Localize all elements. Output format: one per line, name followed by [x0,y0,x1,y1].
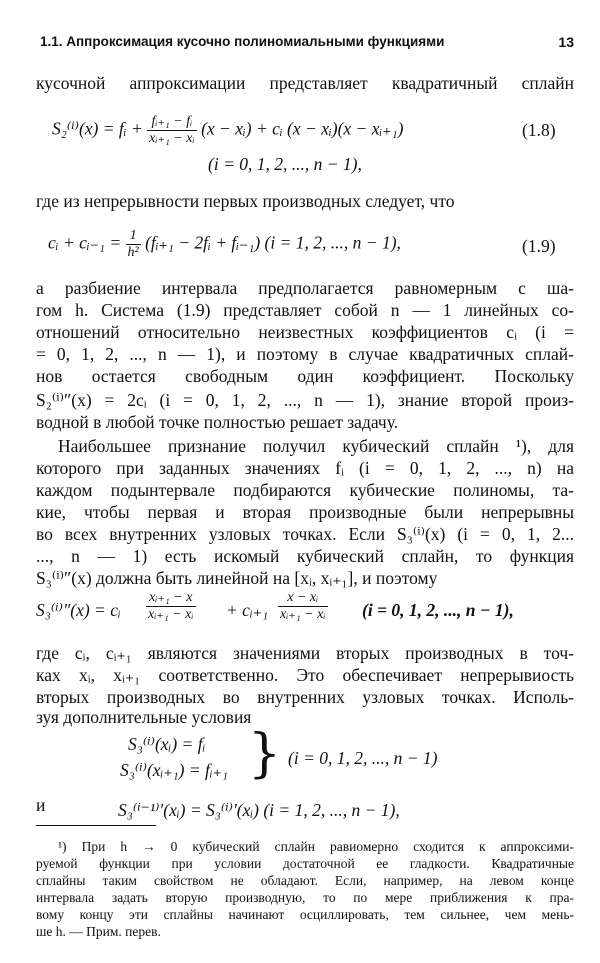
footnote-line: ¹) При h → 0 кубический сплайн равиомерно сходится к аппроксими- [58,839,574,854]
footnote-line: руемой функции при условии достаточной ее гладкости. Квадратичные [36,856,574,871]
text-line: нов остается свободным один коэффициент. Поскольку [36,366,574,386]
eq3-middle-term: + cᵢ₊₁ [226,600,269,620]
eq3-condition: (i = 0, 1, 2, ..., n − 1), [362,600,514,620]
eq19-lhs: cᵢ + cᵢ₋₁ = [48,232,122,253]
footnote-rule [36,825,156,826]
eq3-fraction-1 [146,590,196,623]
footnote-line: сплайны таким свойством не обладают. Если, например, на левом конце [36,873,574,888]
equation-label-1-9: (1.9) [522,236,556,256]
text-line: а разбиение интервала предполагается равномерным с ша- [36,278,574,298]
footnote-line: интервала задать вторую производную, то по мере приближения к пра- [36,890,574,905]
eq3-fraction-2 [278,590,328,623]
footnote-line: ше h. — Прим. перев. [36,924,161,939]
eq18-numerator: fᵢ₊₁ − fᵢ [147,114,197,131]
equation-label-1-8: (1.8) [522,120,556,140]
text-line: водной в любой точке полностью решает задачу. [36,412,399,432]
text-line: которого при заданных значениях fᵢ (i = 0, 1, 2, ..., n) на [36,458,574,478]
eq3-denominator-1: xᵢ₊₁ − xᵢ [148,607,194,622]
eq3-numerator-1: xᵢ₊₁ − x [146,590,196,607]
text-line: где cᵢ, cᵢ₊₁ являются значениями вторых производных в точ- [36,643,574,663]
eq19-rhs: (fᵢ₊₁ − 2fᵢ + fᵢ₋₁) (i = 1, 2, ..., n − 1), [145,232,401,253]
text-line: кие, чтобы первая и вторая производные были непрерывны [36,502,574,522]
text-line: гом h. Система (1.9) представляет собой n — 1 линейных со- [36,300,574,320]
text-line: каждом подынтервале подбираются кубические полиномы, та- [36,480,574,500]
equation-continuity: S₃⁽ⁱ⁻¹⁾′(xᵢ) = S₃⁽ⁱ⁾′(xᵢ) (i = 1, 2, ..., n − 1), [118,800,400,820]
system-condition: (i = 0, 1, 2, ..., n − 1) [288,748,438,768]
eq3-denominator-2: xᵢ₊₁ − xᵢ [280,607,326,622]
right-brace: } [248,724,282,784]
system-line-1: S₃⁽ⁱ⁾(xᵢ) = fᵢ [128,734,206,754]
text-line: во всех внутренних узловых точках. Если S₃⁽ⁱ⁾(x) (i = 0, 1, 2... [36,524,574,544]
equation-second-derivative [36,568,121,621]
equation-1-8 [52,114,403,147]
running-title: 1.1. Аппроксимация кусочно полиномиальными функциями [40,34,445,49]
page-number: 13 [558,34,574,50]
text-line: вторых производных во внутренних узловых точках. Исполь- [36,687,574,707]
text-line: S₂⁽ⁱ⁾″(x) = 2cᵢ (i = 0, 1, 2, ..., n — 1), знание второй произ- [36,390,574,410]
eq18-condition: (i = 0, 1, 2, ..., n − 1), [208,154,362,174]
text-line: и [36,795,46,815]
eq18-denominator: xᵢ₊₁ − xᵢ [149,131,195,146]
text-line: где из непрерывности первых производных следует, что [36,191,455,211]
footnote-line: вому концу эти сплайны начинают осциллировать, тем сильнее, чем мень- [36,907,574,922]
text-line: отношений относительно неизвестных коэффициентов cᵢ (i = [36,322,574,342]
running-header [40,34,574,54]
eq3-lhs: S₃⁽ⁱ⁾″(x) = cᵢ [36,600,121,620]
system-line-2: S₃⁽ⁱ⁾(xᵢ₊₁) = fᵢ₊₁ [120,760,228,780]
eq19-denominator: h² [127,245,139,260]
text-line: = 0, 1, 2, ..., n — 1), и поэтому в случае квадратичных сплай- [36,344,574,364]
equation-1-9 [48,228,401,261]
eq18-fraction [147,114,197,147]
eq18-lhs: S₂⁽ⁱ⁾(x) = fᵢ + [52,118,143,139]
text-line: S₃⁽ⁱ⁾″(x) должна быть линейной на [xᵢ, xᵢ₊₁], и поэтому [36,568,438,588]
eq3-numerator-2: x − xᵢ [278,590,328,607]
text-line: зуя дополнительные условия [36,707,252,727]
text-line: ках xᵢ, xᵢ₊₁ соответственно. Это обеспечивает непрерывиость [36,665,574,685]
text-line: ..., n — 1) есть искомый кубический сплайн, то функция [36,546,574,566]
text-line: кусочной аппроксимации представляет квадратичный сплайн [36,73,574,93]
text-line: Наибольшее признание получил кубический сплайн ¹), для [58,436,574,456]
eq18-rhs: (x − xᵢ) + cᵢ (x − xᵢ)(x − xᵢ₊₁) [201,118,404,139]
eq19-fraction [126,228,141,261]
eq19-numerator: 1 [126,228,141,245]
